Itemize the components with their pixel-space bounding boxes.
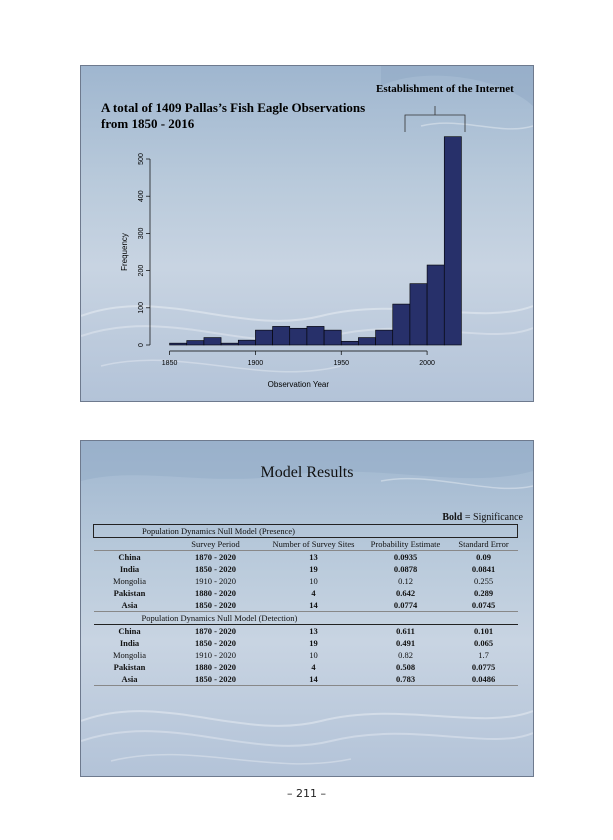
table-row: [94, 661, 518, 673]
x-tick-label: 1900: [247, 360, 264, 367]
table-cell: 0.09: [476, 552, 491, 562]
table-row: [94, 673, 518, 686]
header-cell: Survey Period: [166, 538, 266, 551]
y-tick-label: 100: [138, 301, 145, 314]
table-cell: 19: [309, 564, 318, 574]
table-cell: 1.7: [478, 650, 489, 660]
table-cell: Asia: [94, 599, 166, 612]
table-cell: 1880 - 2020: [194, 588, 237, 598]
table-cell: 0.12: [398, 576, 413, 586]
histogram-bar: [273, 326, 290, 345]
page-number: – 211 –: [287, 787, 326, 800]
y-tick-label: 400: [138, 190, 145, 203]
histogram-bar: [324, 330, 341, 345]
x-tick-label: 2000: [419, 360, 435, 367]
table-cell: 0.255: [473, 576, 494, 586]
histogram-bar: [358, 338, 375, 345]
table-cell: Pakistan: [113, 662, 146, 672]
table-row: [94, 575, 518, 587]
y-tick-label: 500: [138, 153, 145, 165]
table-header-row: [94, 538, 518, 551]
table-cell: 0.783: [362, 673, 450, 686]
histogram-chart: [81, 66, 533, 401]
table-cell: Pakistan: [113, 588, 146, 598]
table-cell: 14: [266, 599, 362, 612]
histogram-bar: [444, 137, 461, 345]
table-cell: 0.065: [473, 638, 494, 648]
section-label: Population Dynamics Null Model (Detection): [94, 612, 518, 625]
slide-model-results: [80, 440, 534, 777]
table-cell: 0.0486: [450, 673, 518, 686]
table-cell: 0.0775: [471, 662, 496, 672]
table-cell: 0.289: [473, 588, 494, 598]
table-cell: 14: [266, 673, 362, 686]
table-cell: 13: [309, 626, 318, 636]
slide-title: Model Results: [260, 464, 354, 481]
table-cell: 0.0774: [362, 599, 450, 612]
table-cell: 10: [309, 576, 318, 586]
y-tick-label: 300: [138, 227, 145, 240]
internet-bracket: [405, 115, 465, 132]
table-cell: 0.0935: [393, 552, 418, 562]
histogram-bar: [290, 328, 307, 345]
histogram-bar: [238, 340, 255, 345]
table-cell: China: [118, 626, 141, 636]
table-row: [94, 625, 518, 638]
table-cell: 0.0878: [393, 564, 418, 574]
y-tick-label: 0: [138, 343, 145, 347]
table-cell: 1910 - 2020: [194, 576, 237, 586]
y-tick-label: 200: [138, 264, 145, 277]
table-cell: 1870 - 2020: [194, 552, 237, 562]
x-axis-label: Observation Year: [267, 380, 330, 389]
slide-histogram: [80, 65, 534, 402]
histogram-bar: [427, 265, 444, 345]
significance-legend: Bold = Significance: [442, 512, 523, 523]
header-cell: Probability Estimate: [362, 538, 450, 551]
x-tick-label: 1850: [161, 360, 178, 367]
table-cell: 0.0745: [450, 599, 518, 612]
table-row: [94, 649, 518, 661]
histogram-bar: [187, 341, 204, 345]
header-cell: Standard Error: [450, 538, 518, 551]
table-cell: Asia: [94, 673, 166, 686]
table-cell: 10: [309, 650, 318, 660]
histogram-bar: [376, 330, 393, 345]
table-cell: India: [119, 564, 140, 574]
section-label: Population Dynamics Null Model (Presence): [94, 525, 518, 538]
table-section-header: [94, 525, 518, 538]
histogram-bar: [221, 343, 238, 345]
table-cell: 4: [311, 662, 316, 672]
header-cell: Number of Survey Sites: [266, 538, 362, 551]
header-cell: [94, 538, 166, 551]
table-cell: 1870 - 2020: [194, 626, 237, 636]
model-results-table: [93, 524, 518, 686]
table-cell: Mongolia: [112, 576, 147, 586]
table-cell: 1850 - 2020: [194, 564, 237, 574]
table-cell: 0.508: [395, 662, 416, 672]
table-cell: 0.642: [395, 588, 416, 598]
histogram-bar: [341, 341, 358, 345]
histogram-bar: [393, 304, 410, 345]
table-cell: 4: [311, 588, 316, 598]
table-cell: 1880 - 2020: [194, 662, 237, 672]
table-cell: 13: [309, 552, 318, 562]
table-cell: 0.82: [398, 650, 413, 660]
table-row: [94, 551, 518, 564]
x-tick-label: 1950: [333, 360, 350, 367]
table-cell: 0.0841: [471, 564, 496, 574]
table-cell: 19: [309, 638, 318, 648]
table-cell: 1850 - 2020: [166, 673, 266, 686]
table-cell: 1850 - 2020: [194, 638, 237, 648]
histogram-bar: [410, 284, 427, 345]
table-cell: China: [118, 552, 141, 562]
table-section-header: [94, 612, 518, 625]
histogram-bar: [204, 338, 221, 345]
table-cell: 1910 - 2020: [194, 650, 237, 660]
table-cell: 1850 - 2020: [166, 599, 266, 612]
histogram-bar: [307, 326, 324, 345]
internet-callout-label: Establishment of the Internet: [376, 83, 514, 95]
table-cell: 0.491: [395, 638, 416, 648]
table-cell: 0.101: [473, 626, 494, 636]
table-cell: Mongolia: [112, 650, 147, 660]
histogram-bar: [170, 343, 187, 345]
table-row: [94, 563, 518, 575]
histogram-bar: [255, 330, 272, 345]
y-axis-label: Frequency: [120, 233, 129, 271]
table-row: [94, 599, 518, 612]
table-cell: 0.611: [396, 626, 415, 636]
slide-title: A total of 1409 Pallas’s Fish Eagle Observations from 1850 - 2016: [101, 100, 366, 131]
table-row: [94, 587, 518, 599]
table-row: [94, 637, 518, 649]
table-cell: India: [119, 638, 140, 648]
